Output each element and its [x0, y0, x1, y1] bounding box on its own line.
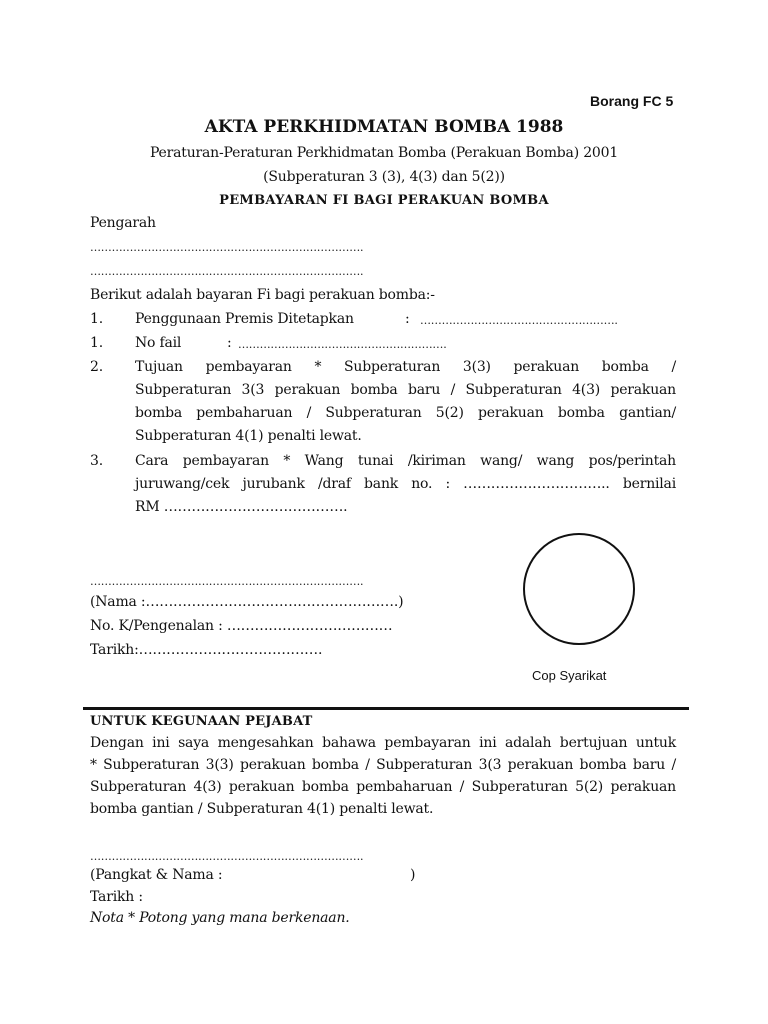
- section-divider: [83, 707, 689, 710]
- signature-line: ………………………………………………………………….: [90, 575, 364, 588]
- addressee-line-2: ………………………………………………………………….: [90, 265, 364, 278]
- premises-colon: :: [405, 311, 410, 327]
- payment-method-line: RM ………………………………….: [135, 499, 348, 515]
- item-number: 1.: [90, 335, 103, 351]
- item-number: 2.: [90, 359, 103, 375]
- file-no-field: ………………………………………………….: [238, 338, 447, 351]
- deletion-note: Nota * Potong yang mana berkenaan.: [90, 910, 350, 926]
- office-confirmation-line: Dengan ini saya mengesahkan bahawa pembayaran ini adalah bertujuan untuk: [90, 735, 676, 751]
- purpose-line: bomba pembaharuan / Subperaturan 5(2) perakuan bomba gantian/: [135, 405, 676, 421]
- office-use-title: UNTUK KEGUNAAN PEJABAT: [90, 714, 313, 729]
- addressee-line-1: ………………………………………………………………….: [90, 241, 364, 254]
- office-confirmation-line: * Subperaturan 3(3) perakuan bomba / Subperaturan 3(3 perakuan bomba baru /: [90, 757, 676, 773]
- addressee-label: Pengarah: [90, 215, 156, 231]
- file-no-colon: :: [227, 335, 232, 351]
- officer-date-field: Tarikh :: [90, 889, 143, 905]
- item-number: 3.: [90, 453, 103, 469]
- applicant-ic-field: No. K/Pengenalan : ………………………………: [90, 618, 393, 634]
- officer-rank-name-field: (Pangkat & Nama :: [90, 867, 223, 883]
- subregulation: (Subperaturan 3 (3), 4(3) dan 5(2)): [263, 169, 505, 185]
- purpose-line: Subperaturan 4(1) penalti lewat.: [135, 428, 362, 444]
- file-no-label: No fail: [135, 335, 182, 351]
- payment-method-line: juruwang/cek jurubank /draf bank no. : ………………………….. bernilai: [135, 476, 676, 492]
- item-number: 1.: [90, 311, 103, 327]
- form-title: PEMBAYARAN FI BAGI PERAKUAN BOMBA: [219, 193, 549, 208]
- purpose-line: Subperaturan 3(3 perakuan bomba baru / Subperaturan 4(3) perakuan: [135, 382, 676, 398]
- officer-signature-line: ………………………………………………………………….: [90, 850, 364, 863]
- intro-text: Berikut adalah bayaran Fi bagi perakuan bomba:-: [90, 287, 435, 303]
- payment-method-line: Cara pembayaran * Wang tunai /kiriman wang/ wang pos/perintah: [135, 453, 676, 469]
- premises-field: ……………………………………………….: [420, 314, 618, 327]
- company-stamp-label: Cop Syarikat: [532, 668, 607, 683]
- premises-label: Penggunaan Premis Ditetapkan: [135, 311, 354, 327]
- officer-rank-name-close: ): [410, 867, 416, 883]
- purpose-line: Tujuan pembayaran * Subperaturan 3(3) perakuan bomba /: [135, 359, 676, 375]
- act-title: AKTA PERKHIDMATAN BOMBA 1988: [204, 117, 564, 137]
- regulation-title: Peraturan-Peraturan Perkhidmatan Bomba (Perakuan Bomba) 2001: [149, 145, 619, 161]
- applicant-date-field: Tarikh:………………………………….: [90, 642, 323, 658]
- applicant-name-field: (Nama :……………………………………………….): [90, 594, 404, 610]
- form-code: Borang FC 5: [590, 93, 674, 109]
- office-confirmation-line: Subperaturan 4(3) perakuan bomba pembaharuan / Subperaturan 5(2) perakuan: [90, 779, 676, 795]
- company-stamp-circle: [523, 533, 635, 645]
- office-confirmation-line: bomba gantian / Subperaturan 4(1) penalti lewat.: [90, 801, 434, 817]
